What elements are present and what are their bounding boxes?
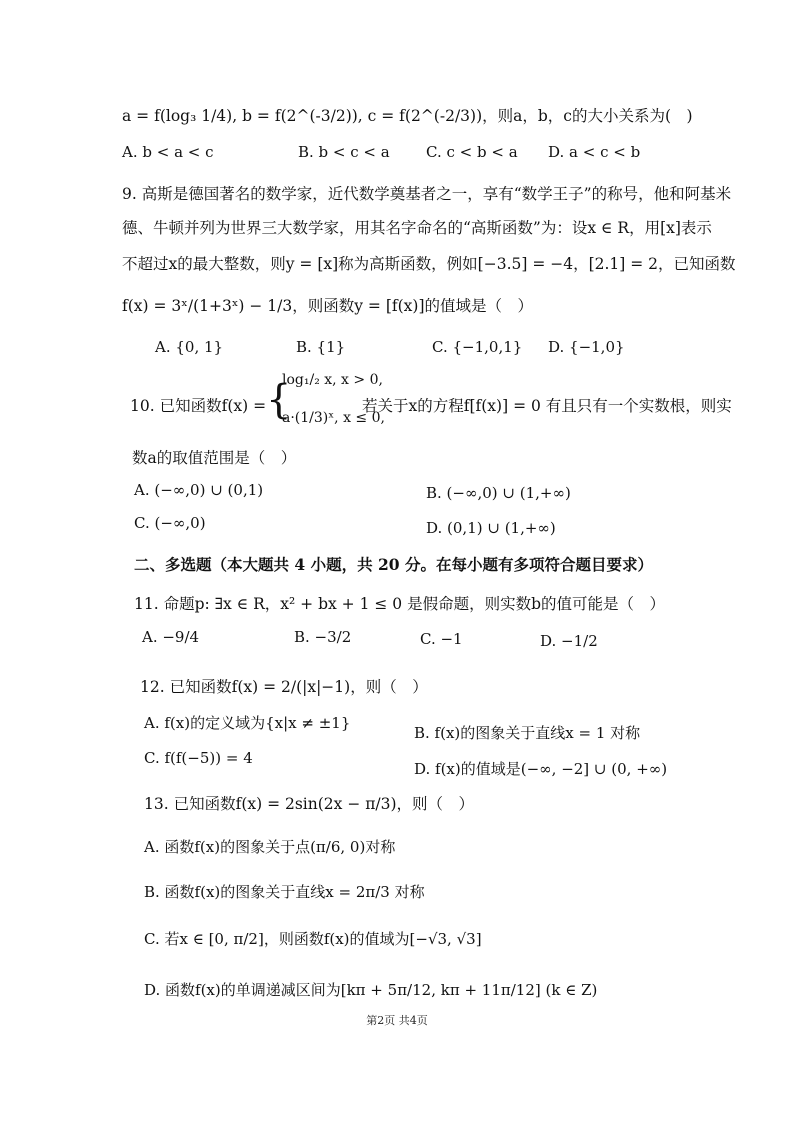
q10-option-c: C. (−∞,0) [134,514,206,532]
q12-option-a: A. f(x)的定义域为{x|x ≠ ±1} [144,714,351,732]
q10-option-b: B. (−∞,0) ∪ (1,+∞) [426,484,571,502]
q10-option-d: D. (0,1) ∪ (1,+∞) [426,519,556,537]
q9-line-3: 不超过x的最大整数，则y = [x]称为高斯函数，例如[−3.5] = −4，[2.1] = 2，已知函数 [122,255,736,273]
q10-prefix: 10. 已知函数f(x) = [130,397,267,415]
q10-case-2: a·(1/3)ˣ, x ≤ 0, [282,410,385,426]
q12-option-c: C. f(f(−5)) = 4 [144,749,253,767]
q9-line-2: 德、牛顿并列为世界三大数学家，用其名字命名的“高斯函数”为：设x ∈ R，用[x]表示 [122,219,712,237]
q10-suffix: 若关于x的方程f[f(x)] = 0 有且只有一个实数根，则实 [362,397,732,415]
q9-line-1: 9. 高斯是德国著名的数学家，近代数学奠基者之一，享有“数学王子”的称号，他和阿基米 [122,185,732,203]
q13-option-d: D. 函数f(x)的单调递减区间为[kπ + 5π/12, kπ + 11π/12] (k ∈ Z) [144,981,598,999]
q13-option-b: B. 函数f(x)的图象关于直线x = 2π/3 对称 [144,883,425,901]
q10-case-1: log₁/₂ x, x > 0, [282,372,383,388]
q8-option-a: A. b < a < c [122,143,214,161]
q8-stem: a = f(log₃ 1/4), b = f(2^(-3/2)), c = f(2^(-2/3))，则a，b，c的大小关系为( ) [122,107,693,125]
q9-option-a: A. {0, 1} [155,338,224,356]
q9-option-d: D. {−1,0} [548,338,625,356]
q11-option-a: A. −9/4 [142,628,200,646]
q11-option-b: B. −3/2 [294,628,352,646]
q11-stem: 11. 命题p: ∃x ∈ R，x² + bx + 1 ≤ 0 是假命题，则实数b的值可能是（ ） [134,595,666,613]
q12-stem: 12. 已知函数f(x) = 2/(|x|−1)，则（ ） [140,678,428,696]
q12-option-d: D. f(x)的值域是(−∞, −2] ∪ (0, +∞) [414,760,668,778]
q13-option-a: A. 函数f(x)的图象关于点(π/6, 0)对称 [144,838,396,856]
q9-line-4: f(x) = 3ˣ/(1+3ˣ) − 1/3，则函数y = [f(x)]的值域是（ ） [122,297,533,315]
q11-option-c: C. −1 [420,630,463,648]
q11-option-d: D. −1/2 [540,632,598,650]
page-footer: 第2页 共4页 [366,1014,428,1027]
section-heading-multiple-choice: 二、多选题（本大题共 4 小题，共 20 分。在每小题有多项符合题目要求） [134,555,653,574]
q8-option-b: B. b < c < a [298,143,390,161]
q13-stem: 13. 已知函数f(x) = 2sin(2x − π/3)，则（ ） [144,795,475,813]
q8-option-d: D. a < c < b [548,143,641,161]
q13-option-c: C. 若x ∈ [0, π/2]，则函数f(x)的值域为[−√3, √3] [144,930,482,948]
q10-option-a: A. (−∞,0) ∪ (0,1) [134,481,264,499]
q9-option-b: B. {1} [296,338,346,356]
q12-option-b: B. f(x)的图象关于直线x = 1 对称 [414,724,641,742]
q9-option-c: C. {−1,0,1} [432,338,523,356]
q10-brace: { [266,377,292,423]
q8-option-c: C. c < b < a [426,143,518,161]
q10-line-2: 数a的取值范围是（ ） [132,449,297,467]
